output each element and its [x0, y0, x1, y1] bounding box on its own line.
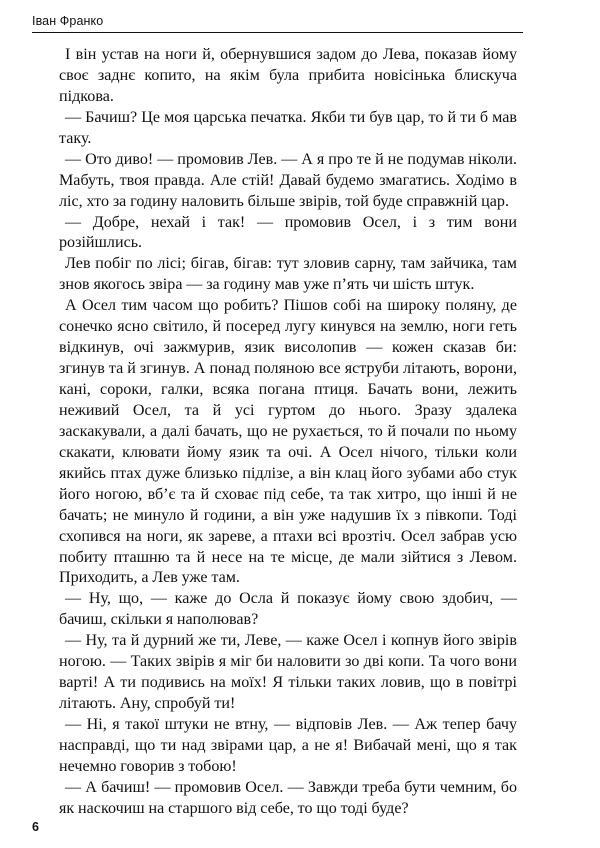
- paragraph: — А бачиш! — промовив Осел. — Завжди треба бути чемним, бо як наскочиш на старшого від себе, то що тоді буде?: [59, 778, 517, 817]
- paragraph: — Ну, що, — каже до Осла й показує йому свою здобич, — бачиш, скільки я наполював?: [59, 590, 517, 629]
- paragraph: — Бачиш? Це моя царська печатка. Якби ти був цар, то й ти б мав таку.: [59, 108, 517, 147]
- paragraph: А Осел тим часом що робить? Пішов собі на широку поляну, де сонечко ясно світило, й посеред лугу кинувся на землю, ноги геть відкинув, очі зажмурив, язик висолопив — кожен сказав би: згинув та й згинув. А понад поляною все яструби літають, ворони, кані, сороки, галки, всяка погана птиця. Бачать вони, лежить неживий Осел, та й усі гуртом до нього. Зразу здалека заскакували, а далі бачать, що не рухається, то й почали по ньому скакати, клювати йому язик та очі. А Осел нічого, тільки коли якийсь птах дуже близько підлізе, а він клац його зубами або стук його ногою, вб’є та й сховає під себе, та так хитро, що інші й не бачать; не минуло й години, а він уже надушив їх з півкопи. Тоді схопився на ноги, як зареве, а птахи всі врозтіч. Осел забрав усю побиту пташню та й несе на те місце, де мали зійтися з Левом. Приходить, а Лев уже там.: [59, 297, 517, 587]
- paragraph: — Ні, я такої штуки не втну, — відповів Лев. — Аж тепер бачу насправді, що ти над звірами цар, а не я! Вибачай мені, що я так нечемно говорив з тобою!: [59, 716, 517, 775]
- running-header-author: Іван Франко: [32, 14, 104, 28]
- paragraph: Лев побіг по лісі; бігав, бігав: тут зловив сарну, там зайчика, там знов якогось звіра — за годину мав уже п’ять чи шість штук.: [59, 255, 517, 294]
- paragraph: І він устав на ноги й, обернувшися задом до Лева, показав йому своє заднє копито, на якім була прибита новісінька блискуча підкова.: [59, 46, 517, 105]
- paragraph: — Ну, та й дурний же ти, Леве, — каже Осел і копнув його звірів ногою. — Таких звірів я міг би наловити зо дві копи. Та чого вони варті! А ти подивись на моїх! Я тільки таких ловив, що в повітрі літають. Ану, спробуй ти!: [59, 632, 517, 713]
- paragraph: — Ото диво! — промовив Лев. — А я про те й не подумав ніколи. Мабуть, твоя правда. Але стій! Давай будемо змагатись. Ходімо в ліс, хто за годину наловить більше звірів, той буде справжній цар.: [59, 150, 517, 210]
- paragraph: — Добре, нехай і так! — промовив Осел, і з тим вони розійшлись.: [59, 213, 517, 252]
- header-rule: [32, 32, 523, 33]
- page-number: 6: [32, 820, 39, 834]
- story-text: [59, 45, 517, 820]
